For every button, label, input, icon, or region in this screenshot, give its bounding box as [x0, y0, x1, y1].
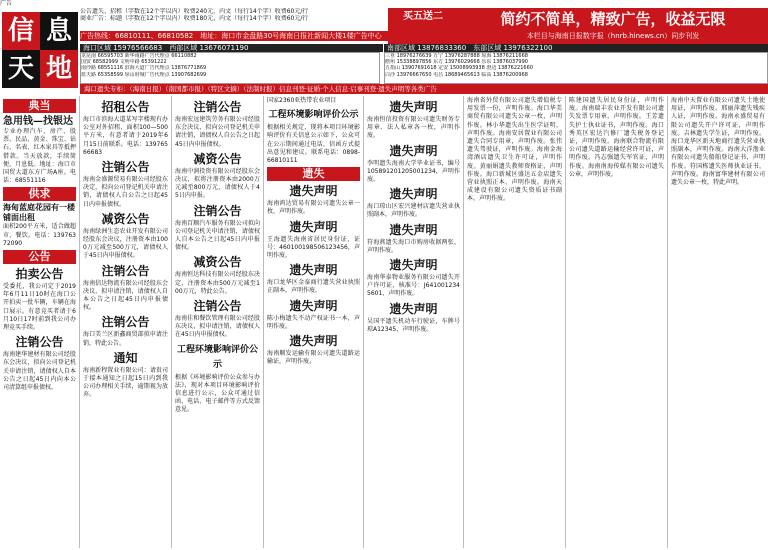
phone-grid-left	[80, 52, 380, 84]
notice-title: 遗失声明	[289, 219, 338, 234]
notice-body: 海南顺发运输有限公司遗失道路运输证，声明作废。	[267, 350, 360, 366]
supply-body: 面积200平方米，适合做超市、餐饮。电话：13976372090	[3, 223, 76, 247]
notice-title: 减资公告	[101, 211, 150, 226]
phone-row: 南沙路 68551116 滨海大道广告代理点 13876771869	[81, 65, 207, 72]
notice-title: 遗失声明	[389, 143, 438, 158]
section-pawn: 典当	[3, 99, 76, 113]
notice-body: 海南佳和餐饮管理有限公司经股东决议，拟申请注销，请债权人在45日内申报债权。	[175, 315, 260, 339]
notice-body: 海口琼山区宏兴建材店遗失营业执照副本，声明作废。	[367, 203, 460, 219]
notice-title: 遗失声明	[289, 184, 338, 199]
notice-title: 注销公告	[101, 263, 150, 278]
lost-notices: 陈建国遗失居民身份证，声明作废。海南瑞丰农业开发有限公司遗失发票专用章，声明作废。王芳遗失护士执业证书，声明作废。海口秀英区宏达汽修厂遗失税务登记证，声明作废。海南联合物流有限公司遗失道路运输经营许可证，声明作废。冯志强遗失军官证，声明作废。海南南海传媒有限公司遗失公章，声明作废。	[569, 97, 664, 178]
notice-title: 通知	[113, 350, 138, 365]
phone-row: 蓝天路 65358599 琼山府城广告代理点 13907682699	[81, 71, 207, 78]
project-label: 国家2360亚热带农业项目	[267, 97, 337, 104]
notice-body: 海南宏远建筑劳务有限公司经股东会决议，拟向公司登记机关申请注销，请债权人自公告之日起45日内申报债权。	[175, 116, 260, 148]
dissolution-title: 注销公告	[15, 335, 64, 350]
section-supply: 供求	[3, 187, 76, 201]
notice-title: 注销公告	[101, 160, 150, 175]
notice-title: 工程环境影响评价公示	[176, 344, 258, 370]
slogan-sub: 本栏目与海南日报数字报（hnrb.hinews.cn）同步刊发	[526, 32, 700, 40]
section-notice: 公告	[3, 250, 76, 264]
phone-grid-right	[384, 52, 768, 84]
column-6	[464, 96, 566, 548]
column-3	[172, 96, 264, 548]
promo-banner	[388, 8, 458, 44]
top-label: 广告	[0, 0, 13, 7]
notice-title: 遗失声明	[289, 334, 338, 349]
notice-body: 海口美兰区新鑫商贸部拟申请注销，特此公告。	[83, 331, 168, 347]
phone-row: 三亚 18976276639 万宁 13976287888 琼海 13876211668	[385, 53, 528, 59]
slogan-banner	[458, 8, 768, 44]
notice-title: 注销公告	[101, 315, 150, 330]
notice-body: 海南中润投资有限公司经股东会决议，拟将注册资本由2000万元减至800万元，请债权人于45日内申报。	[175, 167, 260, 200]
supply-title: 海甸蓝庭花园有一楼铺面出租	[3, 203, 75, 223]
column-7	[566, 96, 668, 548]
promo-text: 买五送二	[403, 11, 443, 22]
notice-title: 注销公告	[193, 203, 242, 218]
notice-title: 遗失声明	[389, 222, 438, 237]
ad-hotline: 广告热线：66810111、66810582 地址：海口市金盘路30号海南日报社新闻大楼1楼广告中心	[80, 31, 388, 41]
logo-char-3: 天	[2, 50, 40, 88]
rates-line-2: 商业广告：标题（字数在12个字以内）收费180元，内文（每行14个字）收费60元/行	[80, 15, 309, 22]
logo-char-1: 信	[2, 12, 40, 50]
phone-row: 国贸 68582999 文明中路 65391222	[81, 59, 167, 66]
slogan: 简约不简单，精致广告，收益无限	[500, 10, 726, 28]
phone-row: 儋州 15338897856 东方 13976029668 乐东 13876037990	[385, 59, 528, 66]
notice-title: 注销公告	[193, 299, 242, 314]
notice-body: 海南金盛源贸易有限公司经股东决定，拟向公司登记机关申请注销，请债权人自公告之日起45日内申报债权。	[83, 176, 168, 208]
notice-body: 海南恒信投资有限公司遗失财务专用章、法人私章各一枚，声明作废。	[367, 116, 460, 140]
notice-body: 海南信达物流有限公司经股东会决议，拟申请注销，请债权人自本公告之日起45日内申报债权。	[83, 279, 168, 312]
lost-notices: 海南中天置业有限公司遗失土地使用证，声明作废。邢丽萍遗失残疾人证，声明作废。海南永盛贸易有限公司遗失开户许可证，声明作废。吉林遗失学生证，声明作废。海口龙华区新天地商行遗失营业执照副本，声明作废。海南大洋渔业有限公司遗失船舶登记证书，声明作废。符国栋遗失医师执业证书，声明作废。海南富华建材有限公司遗失公章一枚，特此声明。	[671, 97, 765, 187]
column-2	[80, 96, 172, 548]
phone-row: 龙昆南 66595703 新华南路广告代理点 66110882	[81, 53, 197, 59]
pawn-title: 急用钱—找银达	[3, 116, 73, 127]
column-classifieds	[0, 96, 80, 548]
notice-title: 遗失声明	[389, 301, 438, 316]
logo-char-4: 地	[40, 50, 78, 88]
auction-body: 受委托，我公司定于2019年6月11日10时在海口公开拍卖一批车辆，车辆在海口展示。有意竞买者请于6月10日17时前到我公司办理竞买手续。	[3, 283, 76, 332]
section-lost: 遗失	[267, 167, 360, 181]
notice-title: 减资公告	[193, 255, 242, 270]
phone-row: 五指山 13907691618 定安 15008993938 澄迈 13876221660	[385, 65, 533, 72]
notice-title: 遗失声明	[289, 298, 338, 313]
column-8	[668, 96, 768, 548]
notice-title: 招租公告	[101, 100, 150, 114]
notice-body: 海南恒达科技有限公司经股东决定，注册资本由500万元减至100万元，特此公告。	[175, 271, 260, 295]
lost-notices: 海南省外贸有限公司遗失增值税专用发票一份，声明作废。海口华美商贸有限公司遗失公章一枚，声明作废。林小华遗失出生医学证明，声明作废。海南安居置业有限公司遗失合同专用章，声明作废。张伟遗失驾驶证，声明作废。海南金海湾酒店遗失卫生许可证，声明作废。黄丽娟遗失教师资格证，声明作废。海口新城区盛达五金店遗失营业执照正本，声明作废。海南天成建设有限公司遗失资质证书副本，声明作废。	[467, 97, 562, 203]
rates-line-1: 公告遗失、招租（字数在12个字以内）收费240元，内文（每行14个字）收费60元/行	[80, 8, 309, 15]
category-strip: 海口遗失专柜：（海南日报）（南国都市报）（特区文摘）（法制时报）信息刊登·征婚·个人信息·启事刊登·遗失声明等各类广告	[80, 84, 768, 94]
notice-body: 陈小梅遗失不动产权证书一本，声明作废。	[267, 314, 360, 330]
notice-title: 注销公告	[193, 100, 242, 114]
notice-title: 遗失声明	[389, 100, 438, 114]
phone-bar-left: 海口区域 15976566683 西部区域 13676071190	[80, 44, 383, 52]
notice-body: 海南绿洲生态农业开发有限公司经股东会决议，注册资本由1000万元减至500万元，请债权人于45日内申报债权。	[83, 227, 168, 260]
notice-body: 海口市滨海大道某写字楼现有办公室对外招租，面积100—500平方米，有意者请于2019年6月15日前联系。电话：13976566683	[83, 116, 168, 156]
notice-body: 王海遗失海南省居民身份证，证号：460100198506123456，声明作废。	[267, 235, 360, 260]
auction-title: 拍卖公告	[15, 267, 64, 282]
notice-title: 遗失声明	[289, 263, 338, 278]
phone-row: 白沙 13976667650 屯昌 18689465613 临高 13876200968	[385, 71, 528, 78]
notice-title: 减资公告	[193, 151, 242, 166]
pawn-body: 专业办理汽车、房产、股票、民品、黄金、珠宝、钻石、名表、红木家具等抵押借款。当天放款，手续简便，月息低。地址：海口市国贸大道东方广场A座。电话：68551116	[3, 128, 76, 185]
notice-body: 海南华泰物业服务有限公司遗失开户许可证，核准号：J6410012345601，声明作废。	[367, 274, 460, 298]
notice-body: 根据相关规定，现将本项目环境影响评价有关信息公示如下，公众可在公示期间通过电话、信函方式提出意见和建议。联系电话：0898-66810111	[267, 124, 360, 165]
notice-body: 海南新程置业有限公司：请贵司于接本通知之日起15日内到我公司办理相关手续，逾期视为放弃。	[83, 366, 168, 399]
logo-char-2: 息	[40, 12, 78, 50]
dissolution-body: 海南建华建材有限公司经股东会决议，拟向公司登记机关申请注销，请债权人自本公告之日起45日内向本公司清算组申报债权。	[3, 351, 76, 392]
phone-bar-right: 南部区域 13876833360 东部区域 13976322100	[384, 44, 768, 52]
notice-body: 海南百顺汽车服务有限公司拟向公司登记机关申请注销，请债权人自本公告之日起45日内申报债权。	[175, 219, 260, 252]
notice-body: 吴国平遗失机动车行驶证，车牌号琼A12345，声明作废。	[367, 317, 460, 333]
notice-body: 海口龙华区金泰商行遗失营业执照正副本，声明作废。	[267, 279, 360, 295]
notice-body: 符海燕遗失海口市购房收据两张，声明作废。	[367, 238, 460, 254]
notice-body: 根据《环境影响评价公众参与办法》，现对本项目环境影响评价信息进行公示，公众可通过信函、电话、电子邮件等方式反馈意见。	[175, 373, 260, 414]
notice-body: 海南鸿达贸易有限公司遗失公章一枚，声明作废。	[267, 200, 360, 216]
notice-title: 工程环境影响评价公示	[268, 110, 359, 121]
column-4	[264, 96, 364, 548]
notice-body: 李明遗失海南大学毕业证书，编号105891201205001234，声明作废。	[367, 159, 460, 184]
notice-title: 遗失声明	[389, 187, 438, 202]
column-5	[364, 96, 464, 548]
notice-title: 遗失声明	[389, 258, 438, 273]
